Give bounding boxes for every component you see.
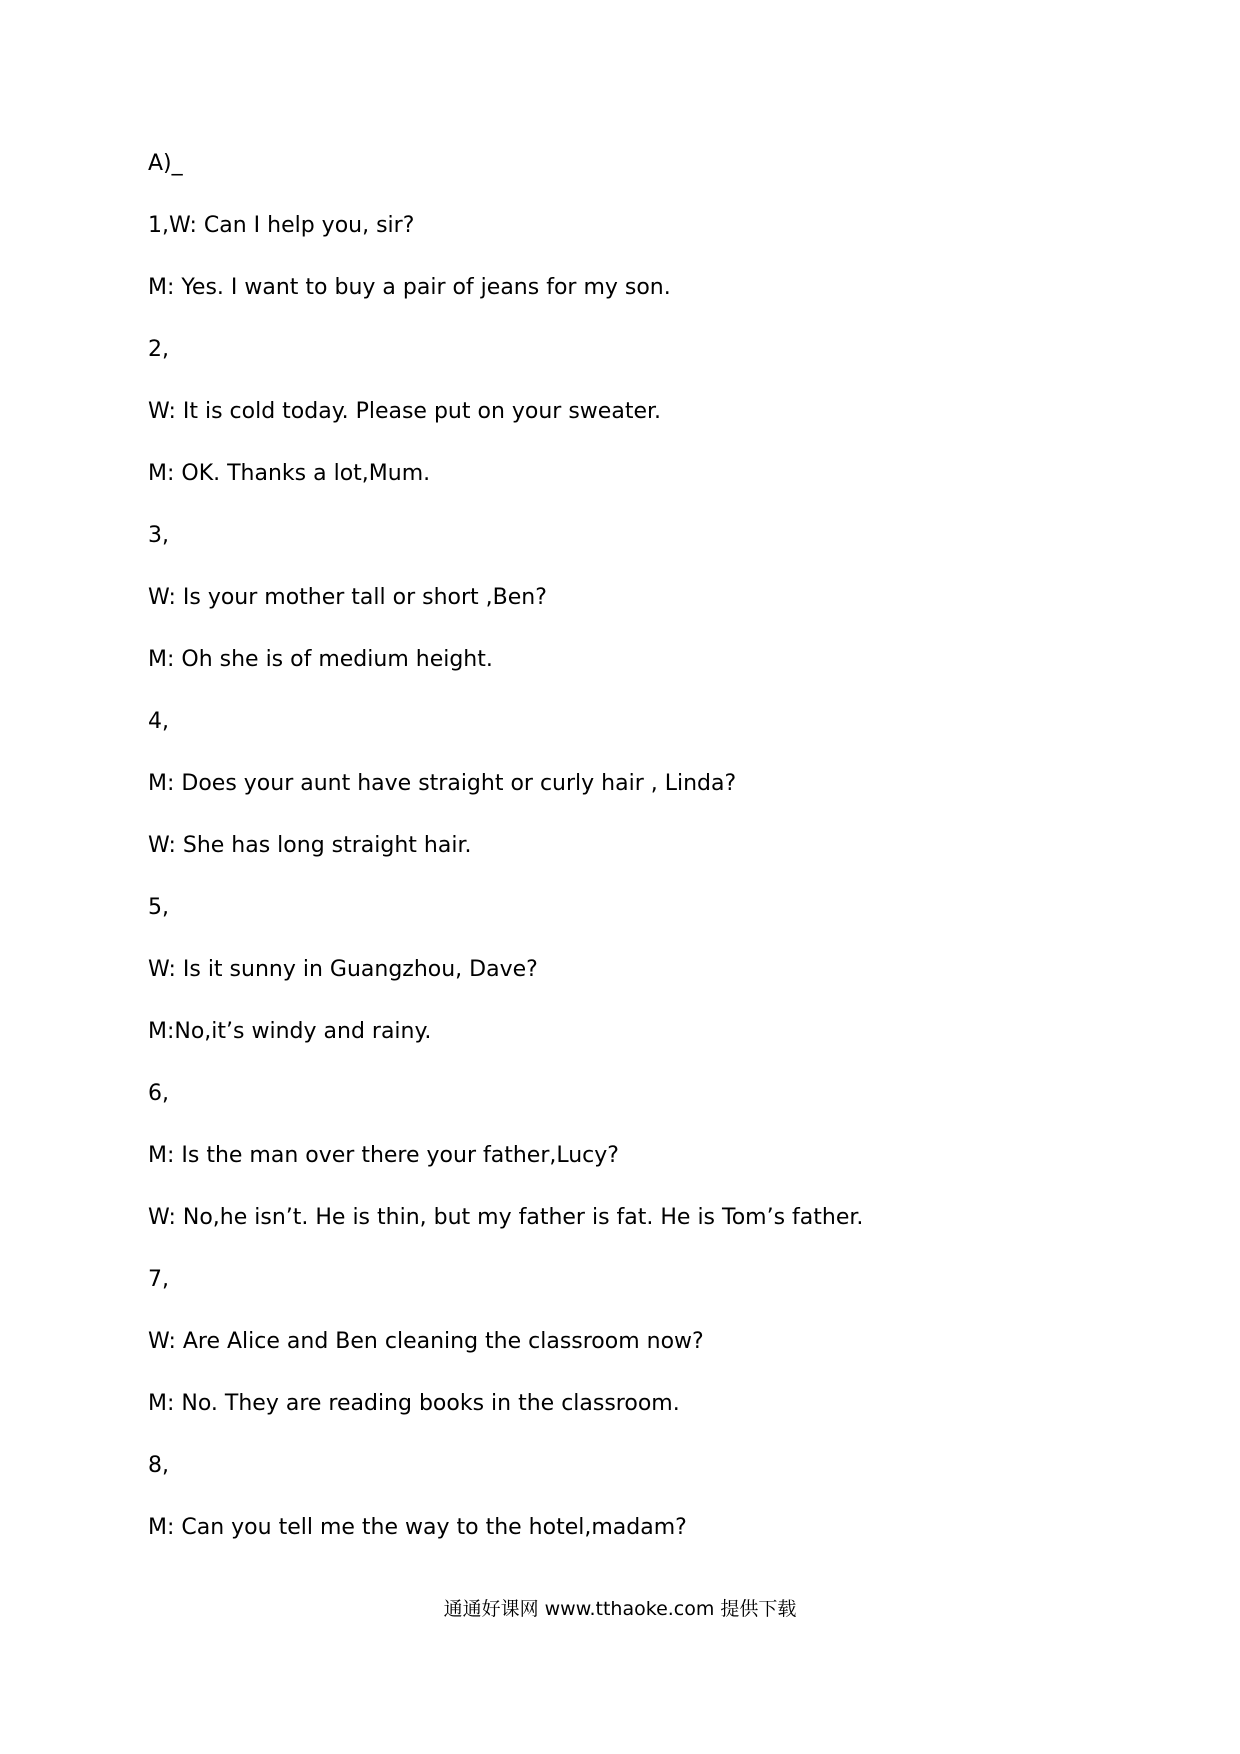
dialogue-line: M:No,it’s windy and rainy.: [148, 1019, 432, 1044]
dialogue-line: M: Oh she is of medium height.: [148, 647, 493, 672]
dialogue-line: M: No. They are reading books in the classroom.: [148, 1391, 680, 1416]
question-number: 3,: [148, 523, 169, 548]
question-number: 2,: [148, 337, 169, 362]
dialogue-line: M: OK. Thanks a lot,Mum.: [148, 461, 431, 486]
section-heading: A)_: [148, 151, 183, 176]
dialogue-line: W: No,he isn’t. He is thin, but my father is fat. He is Tom’s father.: [148, 1205, 864, 1230]
dialogue-line: W: She has long straight hair.: [148, 833, 472, 858]
dialogue-line: M: Yes. I want to buy a pair of jeans for my son.: [148, 275, 671, 300]
dialogue-line: W: It is cold today. Please put on your sweater.: [148, 399, 661, 424]
dialogue-line: W: Is your mother tall or short ,Ben?: [148, 585, 547, 610]
dialogue-line: W: Is it sunny in Guangzhou, Dave?: [148, 957, 538, 982]
dialogue-line: 1,W: Can I help you, sir?: [148, 213, 415, 238]
dialogue-line: M: Is the man over there your father,Lucy?: [148, 1143, 619, 1168]
question-number: 8,: [148, 1453, 169, 1478]
dialogue-line: M: Does your aunt have straight or curly hair , Linda?: [148, 771, 737, 796]
page-footer: 通通好课网 www.tthaoke.com 提供下载: [443, 1598, 797, 1620]
question-number: 7,: [148, 1267, 169, 1292]
dialogue-line: M: Can you tell me the way to the hotel,madam?: [148, 1515, 687, 1540]
question-number: 6,: [148, 1081, 169, 1106]
dialogue-line: W: Are Alice and Ben cleaning the classroom now?: [148, 1329, 704, 1354]
question-number: 5,: [148, 895, 169, 920]
question-number: 4,: [148, 709, 169, 734]
